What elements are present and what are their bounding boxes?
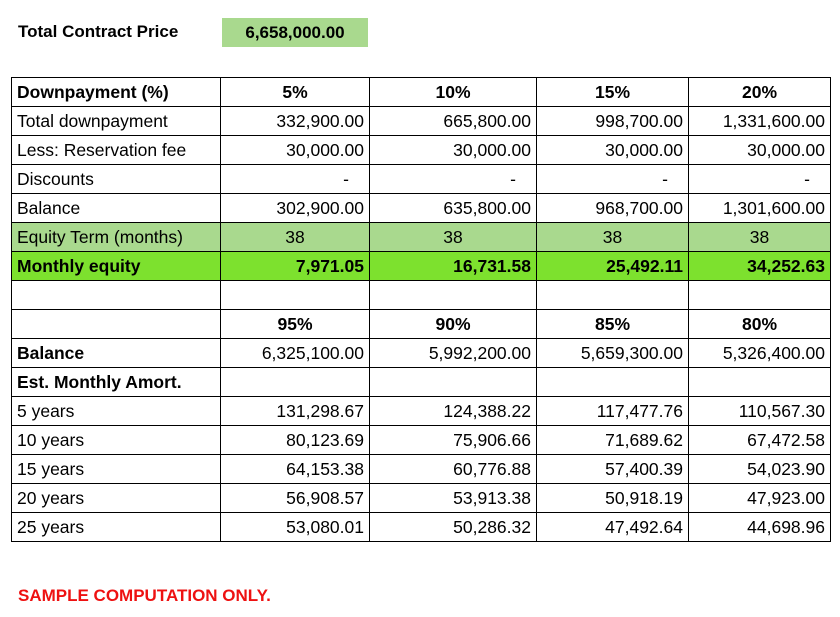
- row-label: 5 years: [12, 397, 221, 426]
- downpayment-header-row: [12, 78, 831, 107]
- amort-header-row: [12, 368, 831, 397]
- value-cell: -: [221, 165, 370, 194]
- dp-percent-cell: 15%: [537, 78, 689, 107]
- value-cell: 50,918.19: [537, 484, 689, 513]
- row-label: 20 years: [12, 484, 221, 513]
- empty-cell: [537, 368, 689, 397]
- value-cell: 44,698.96: [689, 513, 831, 542]
- dp-percent-cell: 5%: [221, 78, 370, 107]
- amort-header-label: Est. Monthly Amort.: [12, 368, 221, 397]
- row-label: Equity Term (months): [12, 223, 221, 252]
- value-cell: -: [689, 165, 831, 194]
- value-cell: 16,731.58: [370, 252, 537, 281]
- value-cell: 38: [689, 223, 831, 252]
- value-cell: 998,700.00: [537, 107, 689, 136]
- discounts-row: [12, 165, 831, 194]
- row-label: Balance: [12, 194, 221, 223]
- value-cell: 7,971.05: [221, 252, 370, 281]
- fin-percent-cell: 80%: [689, 310, 831, 339]
- value-cell: 665,800.00: [370, 107, 537, 136]
- value-cell: 332,900.00: [221, 107, 370, 136]
- empty-cell: [221, 281, 370, 310]
- value-cell: 117,477.76: [537, 397, 689, 426]
- value-cell: 5,659,300.00: [537, 339, 689, 368]
- amort-row: [12, 426, 831, 455]
- row-label: 10 years: [12, 426, 221, 455]
- value-cell: 38: [221, 223, 370, 252]
- empty-cell: [689, 368, 831, 397]
- empty-cell: [12, 281, 221, 310]
- financing-header-row: [12, 310, 831, 339]
- value-cell: 60,776.88: [370, 455, 537, 484]
- empty-cell: [370, 281, 537, 310]
- value-cell: 6,325,100.00: [221, 339, 370, 368]
- computation-table: [11, 77, 831, 542]
- equity-term-row: [12, 223, 831, 252]
- total-contract-price-value: 6,658,000.00: [222, 18, 368, 47]
- value-cell: 75,906.66: [370, 426, 537, 455]
- value-cell: 110,567.30: [689, 397, 831, 426]
- value-cell: 968,700.00: [537, 194, 689, 223]
- value-cell: 34,252.63: [689, 252, 831, 281]
- value-cell: 47,923.00: [689, 484, 831, 513]
- value-cell: 1,301,600.00: [689, 194, 831, 223]
- value-cell: 56,908.57: [221, 484, 370, 513]
- value-cell: 30,000.00: [537, 136, 689, 165]
- fin-percent-cell: 95%: [221, 310, 370, 339]
- value-cell: 30,000.00: [370, 136, 537, 165]
- row-label: Balance: [12, 339, 221, 368]
- reservation-fee-row: [12, 136, 831, 165]
- row-label: Discounts: [12, 165, 221, 194]
- empty-cell: [370, 368, 537, 397]
- value-cell: 5,992,200.00: [370, 339, 537, 368]
- value-cell: 67,472.58: [689, 426, 831, 455]
- value-cell: 53,080.01: [221, 513, 370, 542]
- value-cell: 124,388.22: [370, 397, 537, 426]
- amort-row: [12, 484, 831, 513]
- value-cell: 30,000.00: [689, 136, 831, 165]
- amort-row: [12, 513, 831, 542]
- empty-cell: [221, 368, 370, 397]
- row-label: 15 years: [12, 455, 221, 484]
- empty-cell: [537, 281, 689, 310]
- empty-row: [12, 281, 831, 310]
- empty-cell: [689, 281, 831, 310]
- total-downpayment-row: [12, 107, 831, 136]
- value-cell: 80,123.69: [221, 426, 370, 455]
- value-cell: -: [370, 165, 537, 194]
- fin-percent-cell: 90%: [370, 310, 537, 339]
- dp-percent-cell: 20%: [689, 78, 831, 107]
- fin-percent-cell: 85%: [537, 310, 689, 339]
- value-cell: -: [537, 165, 689, 194]
- sample-computation-note: SAMPLE COMPUTATION ONLY.: [18, 586, 271, 605]
- dp-balance-row: [12, 194, 831, 223]
- value-cell: 38: [537, 223, 689, 252]
- value-cell: 38: [370, 223, 537, 252]
- financing-balance-row: [12, 339, 831, 368]
- amort-row: [12, 455, 831, 484]
- value-cell: 53,913.38: [370, 484, 537, 513]
- amort-row: [12, 397, 831, 426]
- row-label: Less: Reservation fee: [12, 136, 221, 165]
- row-label: 25 years: [12, 513, 221, 542]
- value-cell: 47,492.64: [537, 513, 689, 542]
- value-cell: 71,689.62: [537, 426, 689, 455]
- value-cell: 635,800.00: [370, 194, 537, 223]
- row-label: Total downpayment: [12, 107, 221, 136]
- row-label: Monthly equity: [12, 252, 221, 281]
- monthly-equity-row: [12, 252, 831, 281]
- dp-percent-cell: 10%: [370, 78, 537, 107]
- value-cell: 50,286.32: [370, 513, 537, 542]
- value-cell: 131,298.67: [221, 397, 370, 426]
- total-contract-price-label: Total Contract Price: [18, 22, 179, 41]
- value-cell: 1,331,600.00: [689, 107, 831, 136]
- value-cell: 54,023.90: [689, 455, 831, 484]
- value-cell: 302,900.00: [221, 194, 370, 223]
- value-cell: 57,400.39: [537, 455, 689, 484]
- downpayment-header-label: Downpayment (%): [12, 78, 221, 107]
- value-cell: 30,000.00: [221, 136, 370, 165]
- value-cell: 64,153.38: [221, 455, 370, 484]
- value-cell: 25,492.11: [537, 252, 689, 281]
- empty-cell: [12, 310, 221, 339]
- value-cell: 5,326,400.00: [689, 339, 831, 368]
